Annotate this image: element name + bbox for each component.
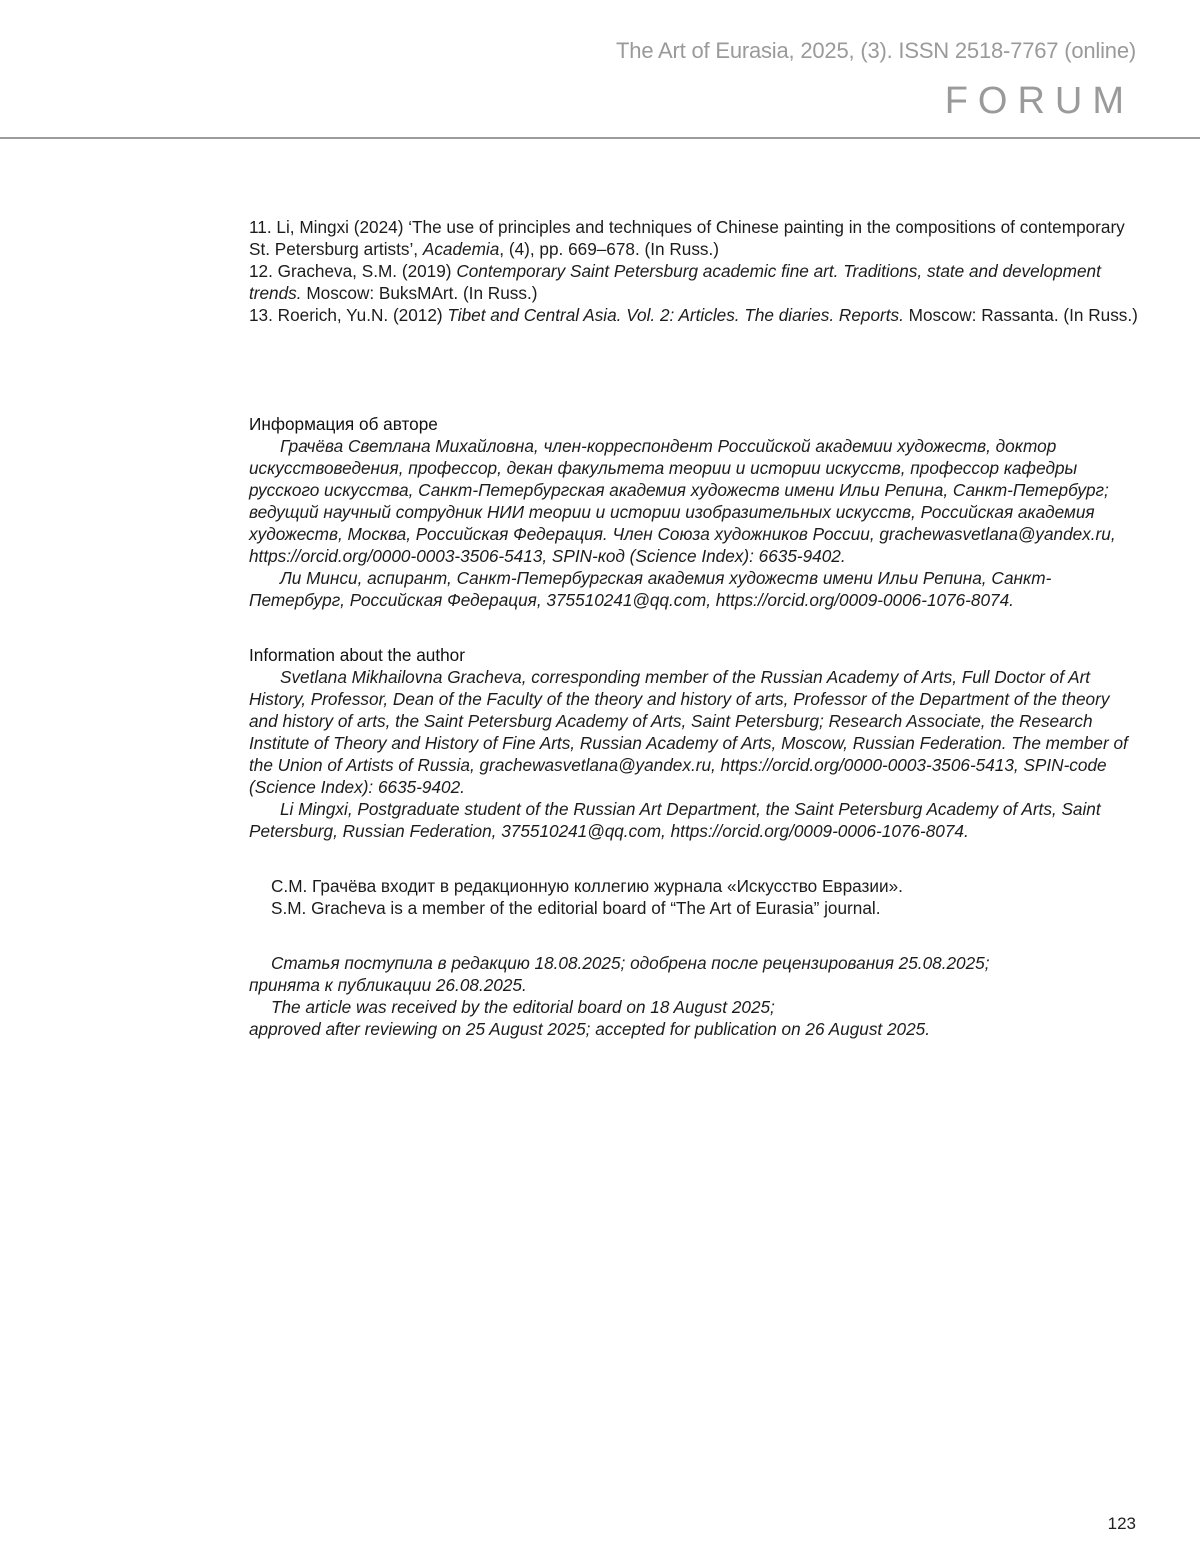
reference-text: 13. Roerich, Yu.N. (2012) xyxy=(249,305,448,325)
editorial-board-note xyxy=(249,875,1139,919)
editorial-note-en: S.M. Gracheva is a member of the editorial board of “The Art of Eurasia” journal. xyxy=(271,898,881,918)
reference-text: Moscow: BuksMArt. (In Russ.) xyxy=(301,283,538,303)
author-info-en xyxy=(249,644,1139,842)
section-title: FORUM xyxy=(944,80,1134,122)
reference-source: Tibet and Central Asia. Vol. 2: Articles. The diaries. Reports. xyxy=(447,305,904,325)
author-info-ru xyxy=(249,413,1139,611)
author-bio-paragraph: Li Mingxi, Postgraduate student of the Russian Art Department, the Saint Petersburg Academy of Arts, Saint Petersburg, Russian Federation, 375510241@qq.com, https://orcid.org/0009-0006-1076-8074. xyxy=(249,799,1101,841)
dates-en-line1: The article was received by the editorial board on 18 August 2025; xyxy=(271,997,775,1017)
reference-text: , (4), pp. 669–678. (In Russ.) xyxy=(499,239,720,259)
author-info-en-title: Information about the author xyxy=(249,645,465,665)
reference-item xyxy=(249,260,1139,304)
reference-item xyxy=(249,304,1139,326)
reference-text: Moscow: Rassanta. (In Russ.) xyxy=(903,305,1138,325)
author-info-ru-title: Информация об авторе xyxy=(249,414,438,434)
header-divider xyxy=(0,137,1200,139)
dates-en-line2: approved after reviewing on 25 August 2025; accepted for publication on 26 August 2025. xyxy=(249,1019,930,1039)
author-bio-paragraph: Svetlana Mikhailovna Gracheva, corresponding member of the Russian Academy of Arts, Full Doctor of Art History, Professor, Dean of the Faculty of the theory and history of arts, Professor of the Department of the theory and history of arts, the Saint Petersburg Academy of Arts, Saint Petersburg; Research Associate, the Research Institute of Theory and History of Fine Arts, Russian Academy of Arts, Moscow, Russian Federation. The member of the Union of Artists of Russia, grachewasvetlana@yandex.ru, https://orcid.org/0000-0003-3506-5413, SPIN-code (Science Index): 6635-9402. xyxy=(249,667,1128,797)
page-number: 123 xyxy=(1107,1514,1136,1533)
page-content xyxy=(249,216,1139,1040)
journal-header: The Art of Eurasia, 2025, (3). ISSN 2518-7767 (online) xyxy=(616,38,1136,63)
reference-source: Contemporary Saint Petersburg academic fine art. Traditions, state and development trends. xyxy=(249,261,1101,303)
reference-text: 11. Li, Mingxi (2024) ‘The use of principles and techniques of Chinese painting in the compositions of contemporary St. Petersburg artists’, xyxy=(249,217,1125,259)
submission-dates xyxy=(249,952,1139,1040)
reference-source: Academia xyxy=(422,239,500,259)
references-list xyxy=(249,216,1139,326)
dates-ru-line2: принята к публикации 26.08.2025. xyxy=(249,975,527,995)
editorial-note-ru: С.М. Грачёва входит в редакционную коллегию журнала «Искусство Евразии». xyxy=(271,876,903,896)
author-bio-paragraph: Грачёва Светлана Михайловна, член-корреспондент Российской академии художеств, доктор искусствоведения, профессор, декан факультета теории и истории искусств, профессор кафедры русского искусства, Санкт-Петербургская академия художеств имени Ильи Репина, Санкт-Петербург; ведущий научный сотрудник НИИ теории и истории изобразительных искусств, Российская академия художеств, Москва, Российская Федерация. Член Союза художников России, grachewasvetlana@yandex.ru, https://orcid.org/0000-0003-3506-5413, SPIN-код (Science Index): 6635-9402. xyxy=(249,436,1116,566)
reference-text: 12. Gracheva, S.M. (2019) xyxy=(249,261,457,281)
dates-ru-line1: Статья поступила в редакцию 18.08.2025; одобрена после рецензирования 25.08.2025; xyxy=(271,953,990,973)
reference-item xyxy=(249,216,1139,260)
author-bio-paragraph: Ли Минси, аспирант, Санкт-Петербургская академия художеств имени Ильи Репина, Санкт-Петербург, Российская Федерация, 375510241@qq.com, https://orcid.org/0009-0006-1076-8074. xyxy=(249,568,1052,610)
